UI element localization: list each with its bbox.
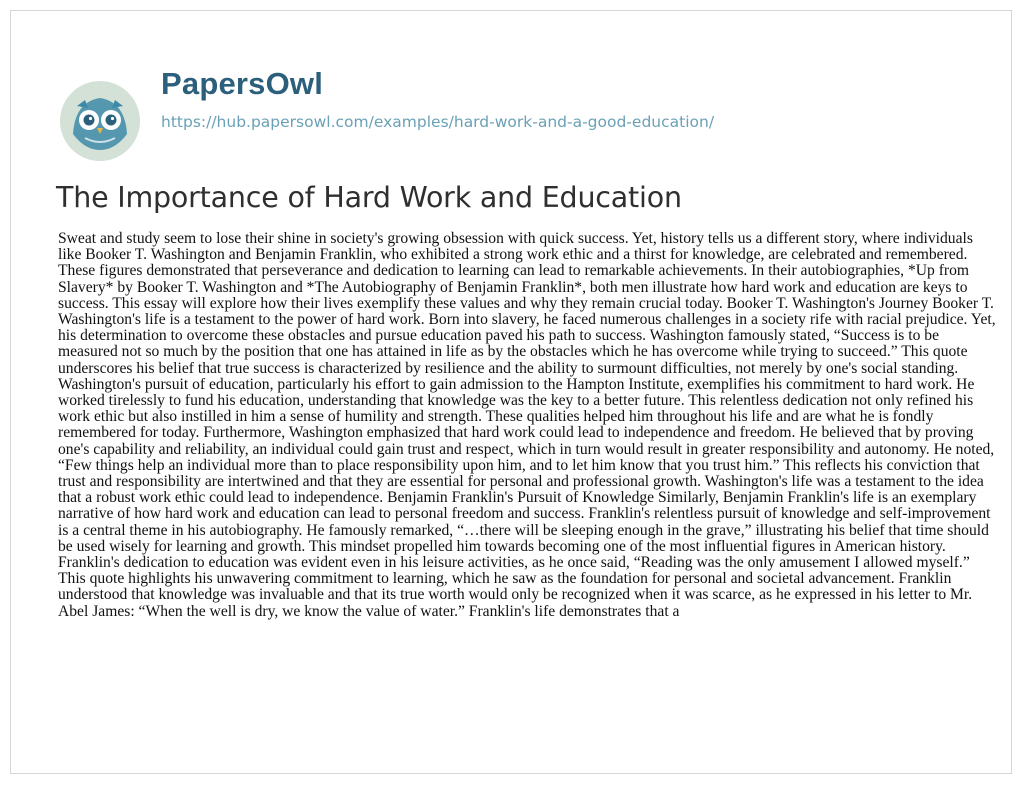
source-url-link[interactable]: https://hub.papersowl.com/examples/hard-work-and-a-good-education/ — [161, 113, 715, 131]
document-page — [10, 10, 1012, 774]
essay-body: Sweat and study seem to lose their shine in society's growing obsession with quick success. Yet, history tells us a different story, where individuals like Booker T. Washington and Benjamin Franklin, who exhibited a strong work ethic and a thirst for knowledge, are celebrated and remembered. These figures demonstrated that perseverance and dedication to learning can lead to remarkable achievements. In their autobiographies, *Up from Slavery* by Booker T. Washington and *The Autobiography of Benjamin Franklin*, both men illustrate how hard work and education are keys to success. This essay will explore how their lives exemplify these values and why they remain crucial today. Booker T. Washington's Journey Booker T. Washington's life is a testament to the power of hard work. Born into slavery, he faced numerous challenges in a society rife with racial prejudice. Yet, his determination to overcome these obstacles and pursue education paved his path to success. Washington famously stated, “Success is to be measured not so much by the position that one has attained in life as by the obstacles which he has overcome while trying to succeed.” This quote underscores his belief that true success is characterized by resilience and the ability to surmount difficulties, not merely by one's social standing. Washington's pursuit of education, particularly his effort to gain admission to the Hampton Institute, exemplifies his commitment to hard work. He worked tirelessly to fund his education, understanding that knowledge was the key to a better future. This relentless dedication not only refined his work ethic but also instilled in him a sense of humility and strength. These qualities helped him throughout his life and are what he is fondly remembered for today. Furthermore, Washington emphasized that hard work could lead to independence and freedom. He believed that by proving one's capability and reliability, an individual could gain trust and respect, which in turn would result in greater responsibility and autonomy. He noted, “Few things help an individual more than to place responsibility upon him, and to let him know that you trust him.” This reflects his conviction that trust and responsibility are intertwined and that they are essential for personal and professional growth. Washington's life was a testament to the idea that a robust work ethic could lead to independence. Benjamin Franklin's Pursuit of Knowledge Similarly, Benjamin Franklin's life is an exemplary narrative of how hard work and education can lead to personal freedom and success. Franklin's relentless pursuit of knowledge and self-improvement is a central theme in his autobiography. He famously remarked, “…there will be sleeping enough in the grave,” illustrating his belief that time should be used wisely for learning and growth. This mindset propelled him towards becoming one of the most influential figures in American history. Franklin's dedication to education was evident even in his leisure activities, as he once said, “Reading was the only amusement I allowed myself.” This quote highlights his unwavering commitment to learning, which he saw as the foundation for personal and societal advancement. Franklin understood that knowledge was invaluable and that its true worth would only be recognized when it was scarce, as he expressed in his letter to Mr. Abel James: “When the well is dry, we know the value of water.” Franklin's life demonstrates that a — [58, 230, 996, 620]
page-title: The Importance of Hard Work and Education — [56, 181, 682, 214]
owl-logo-icon — [55, 76, 145, 166]
brand-name: PapersOwl — [161, 66, 324, 101]
